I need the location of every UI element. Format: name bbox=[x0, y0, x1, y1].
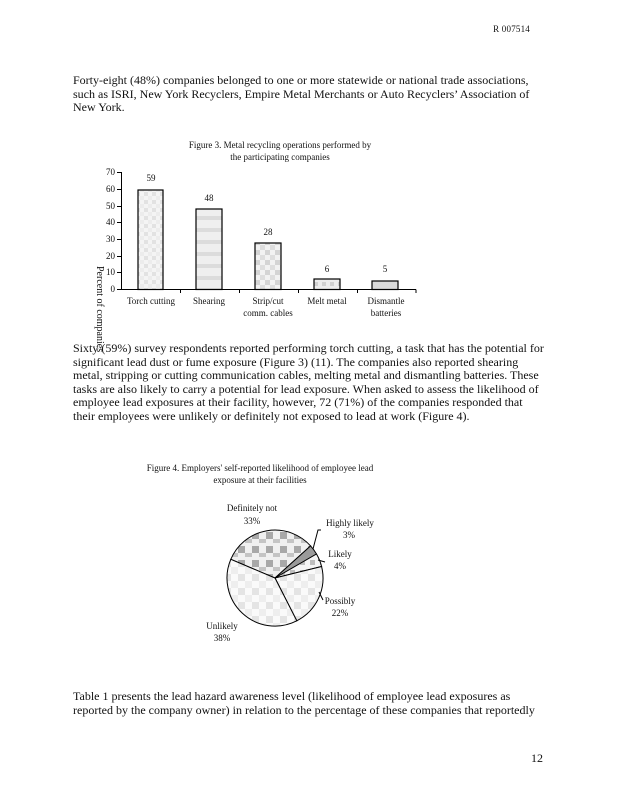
label-unlikely: Unlikely bbox=[206, 621, 238, 631]
y-axis-label: Percent of companies bbox=[94, 266, 105, 353]
pct-definitely-not: 33% bbox=[243, 516, 261, 526]
figure3-title-line1: Figure 3. Metal recycling operations performed by bbox=[188, 140, 372, 150]
label-likely: Likely bbox=[328, 549, 352, 559]
category-torch-cutting: Torch cutting bbox=[126, 296, 176, 306]
data-label-shearing: 48 bbox=[204, 193, 214, 203]
y-tick-50: 50 bbox=[106, 201, 115, 211]
paragraph-table1-intro: Table 1 presents the lead hazard awareness level (likelihood of employee lead exposures as reported by the company owner) in relation to the percentage of these companies that reportedly bbox=[73, 689, 535, 717]
category-shearing: Shearing bbox=[193, 296, 225, 306]
category-melt-metal: Melt metal bbox=[307, 296, 347, 306]
data-label-melt-metal: 6 bbox=[324, 264, 330, 274]
category-strip-cut-line2: comm. cables bbox=[243, 308, 293, 318]
pct-possibly: 22% bbox=[331, 608, 349, 618]
y-tick-40: 40 bbox=[106, 217, 115, 227]
paragraph-trade-associations: Forty-eight (48%) companies belonged to one or more statewide or national trade associations, such as ISRI, New York Recyclers, Empire Metal Merchants or Auto Recyclers’ Association of New York. bbox=[73, 73, 530, 115]
label-highly-likely: Highly likely bbox=[326, 518, 374, 528]
y-tick-20: 20 bbox=[106, 251, 115, 261]
figure4-title-line2: exposure at their facilities bbox=[213, 475, 307, 485]
label-definitely-not: Definitely not bbox=[226, 503, 278, 513]
data-label-torch-cutting: 59 bbox=[146, 173, 156, 183]
y-tick-60: 60 bbox=[106, 184, 115, 194]
y-tick-70: 70 bbox=[106, 167, 115, 177]
document-id: R 007514 bbox=[493, 24, 530, 34]
paragraph-torch-cutting: Sixty (59%) survey respondents reported performing torch cutting, a task that has the potential for significant lead dust or fume exposure (Figure 3) (11). The companies also reported shearing metal, stripping or cutting communication cables, melting metal and dismantling batteries. These tasks are also likely to carry a potential for lead exposure. When asked to assess the likelihood of employee lead exposures at their facility, however, 72 (71%) of the companies responded that their employees were unlikely or definitely not exposed to lead at work (Figure 4). bbox=[73, 341, 544, 423]
data-label-strip-cut: 28 bbox=[263, 227, 273, 237]
pct-likely: 4% bbox=[334, 561, 346, 571]
figure3-title-line2: the participating companies bbox=[230, 152, 330, 162]
pie-slices bbox=[227, 530, 323, 626]
data-label-dismantle-batteries: 5 bbox=[382, 264, 388, 274]
category-strip-cut-line1: Strip/cut bbox=[252, 296, 284, 306]
y-tick-30: 30 bbox=[106, 234, 115, 244]
pct-unlikely: 38% bbox=[213, 633, 231, 643]
page-number: 12 bbox=[531, 751, 543, 765]
category-dismantle-line1: Dismantle bbox=[367, 296, 405, 306]
label-possibly: Possibly bbox=[324, 596, 356, 606]
y-tick-10: 10 bbox=[106, 267, 115, 277]
category-dismantle-line2: batteries bbox=[370, 308, 402, 318]
y-tick-0: 0 bbox=[110, 284, 115, 294]
figure4-title-line1: Figure 4. Employers' self-reported likelihood of employee lead bbox=[146, 463, 374, 473]
pct-highly-likely: 3% bbox=[343, 530, 355, 540]
